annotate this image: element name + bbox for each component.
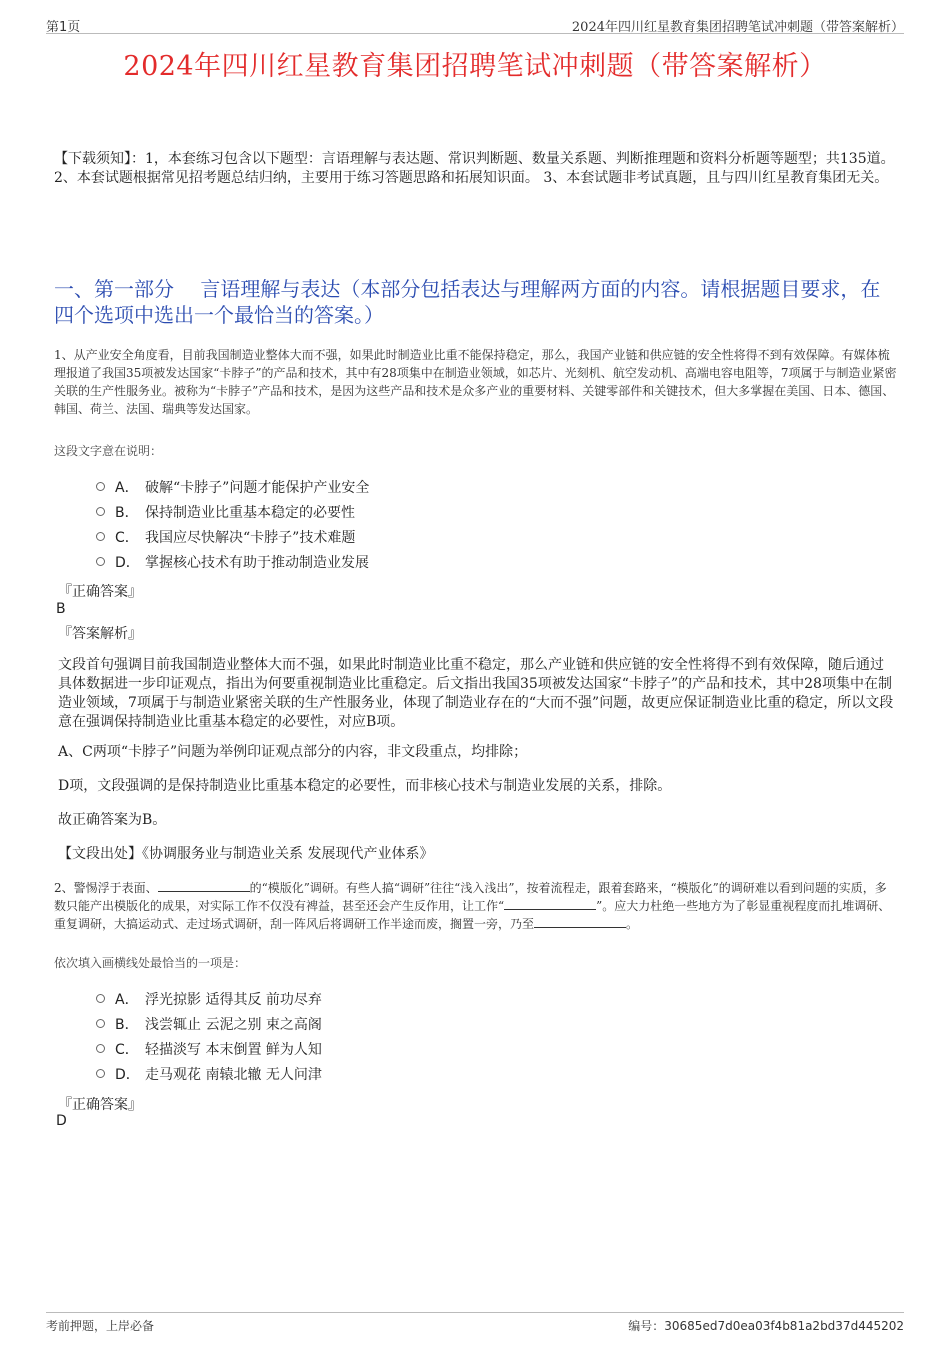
option-c[interactable] <box>96 1036 322 1061</box>
analysis-paragraph: 文段首句强调目前我国制造业整体大而不强，如果此时制造业比重不稳定，那么产业链和供应链的安全性将得不到有效保障，随后通过具体数据进一步印证观点，指出为何要重视制造业比重稳定。后文指出我国35项被发达国家“卡脖子”的产品和技术，其中28项集中在制造业领域，7项属于与制造业紧密关联的生产性服务业，体现了制造业存在的“大而不强”问题，故更应保证制造业比重的稳定，所以文段意在强调保持制造业比重基本稳定的必要性，对应B项。 <box>58 657 894 730</box>
option-a[interactable] <box>96 986 322 1011</box>
fill-blank <box>158 880 250 892</box>
option-d[interactable] <box>96 1061 322 1086</box>
document-title: 2024年四川红星教育集团招聘笔试冲刺题（带答案解析） <box>123 51 827 82</box>
fill-blank <box>534 916 626 928</box>
radio-icon[interactable] <box>96 532 105 541</box>
radio-icon[interactable] <box>96 994 105 1003</box>
analysis-label: 『答案解析』 <box>58 626 142 642</box>
question-1-options <box>96 474 369 574</box>
question-2-text-part: 的“模版化”调研。有些人搞“调研”往往“浅入浅出”，按着流程走，跟着套路来，“模版化”的调研难以看到问题的实质，多数只能产出模版化的成果，对实际工作不仅没有裨益，甚至还会产生反作用，让工作“ <box>54 881 887 913</box>
option-b[interactable] <box>96 1011 322 1036</box>
radio-icon[interactable] <box>96 507 105 516</box>
answer-value: D <box>56 1113 67 1129</box>
question-1-text: 1、从产业安全角度看，目前我国制造业整体大而不强，如果此时制造业比重不能保持稳定，那么，我国产业链和供应链的安全性将得不到有效保障。有媒体梳理报道了我国35项被发达国家“卡脖子”的产品和技术，其中有28项集中在制造业领域，如芯片、光刻机、航空发动机、高端电容电阻等，7项属于与制造业紧密关联的生产性服务业。被称为“卡脖子”产品和技术，是因为这些产品和技术是众多产业的重要材料、关键零部件和关键技术，但大多掌握在美国、日本、德国、韩国、荷兰、法国、瑞典等发达国家。 <box>54 348 897 416</box>
answer-label: 『正确答案』 <box>58 584 142 600</box>
option-text: 我国应尽快解决“卡脖子”技术难题 <box>145 529 356 546</box>
radio-icon[interactable] <box>96 557 105 566</box>
option-letter: B． <box>115 1016 139 1033</box>
option-text: 轻描淡写 本末倒置 鲜为人知 <box>145 1041 322 1058</box>
option-b[interactable] <box>96 499 369 524</box>
option-letter: D． <box>115 554 140 571</box>
option-text: 破解“卡脖子”问题才能保护产业安全 <box>145 479 370 496</box>
code-value: 30685ed7d0ea03f4b81a2bd37d445202 <box>664 1319 904 1333</box>
radio-icon[interactable] <box>96 482 105 491</box>
analysis-paragraph: 故正确答案为B。 <box>58 812 167 828</box>
option-text: 浅尝辄止 云泥之别 束之高阁 <box>145 1016 322 1033</box>
option-c[interactable] <box>96 524 369 549</box>
question-2-prompt: 依次填入画横线处最恰当的一项是： <box>54 956 247 970</box>
option-d[interactable] <box>96 549 369 574</box>
fill-blank <box>504 898 596 910</box>
option-letter: A． <box>115 479 139 496</box>
question-2-text <box>54 879 898 933</box>
analysis-paragraph: D项，文段强调的是保持制造业比重基本稳定的必要性，而非核心技术与制造业发展的关系，排除。 <box>58 778 672 794</box>
question-2-options <box>96 986 322 1086</box>
option-letter: C． <box>115 529 139 546</box>
option-text: 掌握核心技术有助于推动制造业发展 <box>145 554 369 571</box>
download-notice: 【下载须知】：1，本套练习包含以下题型：言语理解与表达题、常识判断题、数量关系题、判断推理题和资料分析题等题型；共135道。 2、本套试题根据常见招考题总结归纳，主要用于练习答题思路和拓展知识面。 3、本套试题非考试真题，且与四川红星教育集团无关。 <box>54 151 895 186</box>
footer-slogan: 考前押题，上岸必备 <box>46 1319 155 1333</box>
page-number: 第1页 <box>46 20 81 35</box>
section-heading: 一、第一部分 言语理解与表达（本部分包括表达与理解两方面的内容。请根据题目要求，在四个选项中选出一个最恰当的答案。） <box>54 277 881 327</box>
page-header <box>46 14 904 34</box>
code-label: 编号： <box>628 1319 665 1333</box>
option-text: 浮光掠影 适得其反 前功尽弃 <box>145 991 322 1008</box>
analysis-paragraph: A、C两项“卡脖子”问题为举例印证观点部分的内容，非文段重点，均排除； <box>58 744 528 760</box>
source-citation: 【文段出处】《协调服务业与制造业关系 发展现代产业体系》 <box>58 846 434 862</box>
option-letter: B． <box>115 504 139 521</box>
option-letter: D． <box>115 1066 140 1083</box>
document-code <box>628 1317 904 1334</box>
question-2-text-part: 2、警惕浮于表面、 <box>54 881 158 895</box>
question-1-prompt: 这段文字意在说明： <box>54 444 163 458</box>
option-letter: A． <box>115 991 139 1008</box>
page-footer <box>46 1312 904 1333</box>
option-text: 保持制造业比重基本稳定的必要性 <box>145 504 355 521</box>
question-2-text-part: 。 <box>626 917 639 931</box>
question-2-text-part: ”。应大力杜绝一些地方为了彰显重视程度而扎堆调研、重复调研，大搞运动式、走过场式调研，刮一阵风后将调研工作半途而废，搁置一旁，乃至 <box>54 899 891 931</box>
option-a[interactable] <box>96 474 369 499</box>
answer-label: 『正确答案』 <box>58 1097 142 1113</box>
option-text: 走马观花 南辕北辙 无人问津 <box>145 1066 322 1083</box>
radio-icon[interactable] <box>96 1019 105 1028</box>
radio-icon[interactable] <box>96 1069 105 1078</box>
option-letter: C． <box>115 1041 139 1058</box>
header-doc-title: 2024年四川红星教育集团招聘笔试冲刺题（带答案解析） <box>571 20 904 35</box>
radio-icon[interactable] <box>96 1044 105 1053</box>
answer-value: B <box>56 601 66 617</box>
